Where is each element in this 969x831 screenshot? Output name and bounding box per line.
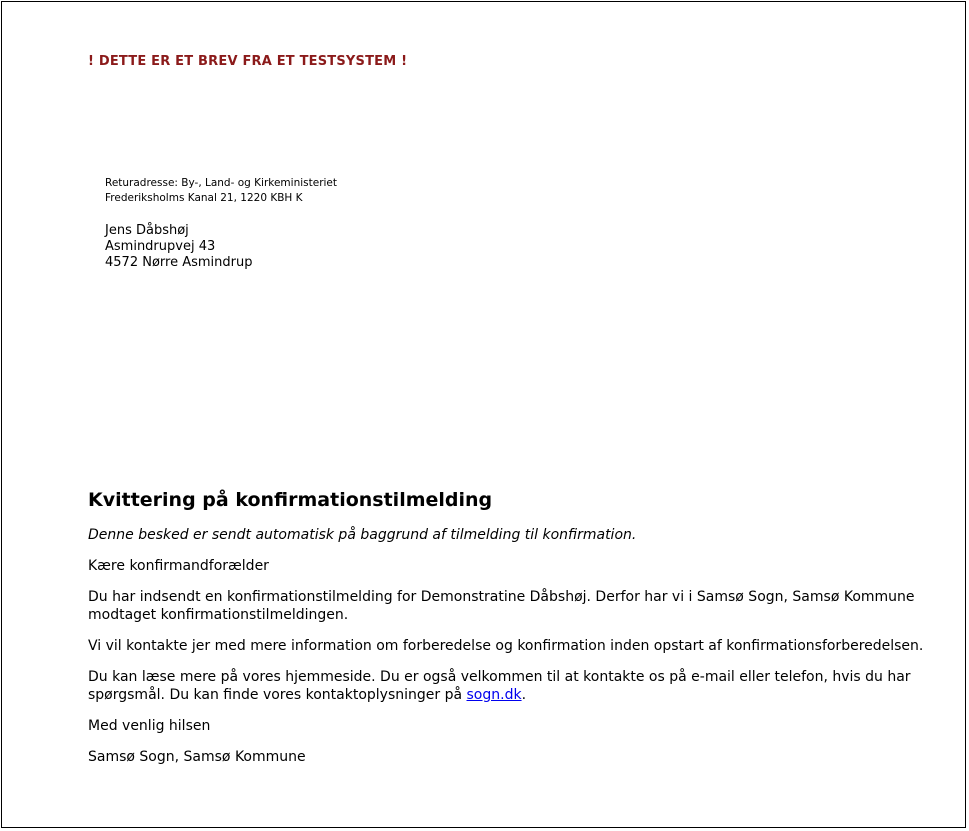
automatic-notice: Denne besked er sendt automatisk på baggrund af tilmelding til konfirmation. — [88, 527, 637, 543]
signature: Samsø Sogn, Samsø Kommune — [88, 749, 306, 765]
return-address-line-1: Returadresse: By-, Land- og Kirkeministeriet — [105, 177, 338, 189]
paragraph-website — [88, 668, 928, 704]
paragraph-registration: Du har indsendt en konfirmationstilmelding for Demonstratine Dåbshøj. Derfor har vi i Samsø Sogn, Samsø Kommune modtaget konfirmationstilmeldingen. — [88, 589, 915, 623]
sogn-dk-link[interactable]: sogn.dk — [466, 687, 522, 703]
recipient-address — [105, 223, 252, 271]
paragraph-contact-info: Vi vil kontakte jer med mere information om forberedelse og konfirmation inden opstart af konfirmationsforberedelsen. — [88, 638, 924, 654]
closing: Med venlig hilsen — [88, 718, 211, 734]
letter-content — [88, 488, 928, 779]
return-address — [105, 176, 337, 206]
paragraph-website-text: Du kan læse mere på vores hjemmeside. Du er også velkommen til at kontakte os på e-mail eller telefon, hvis du har spørgsmål. Du kan finde vores kontaktoplysninger på — [88, 669, 911, 703]
recipient-city: 4572 Nørre Asmindrup — [105, 255, 253, 270]
greeting: Kære konfirmandforælder — [88, 558, 269, 574]
recipient-name: Jens Dåbshøj — [105, 223, 189, 238]
return-address-line-2: Frederiksholms Kanal 21, 1220 KBH K — [105, 192, 303, 204]
recipient-street: Asmindrupvej 43 — [105, 239, 216, 254]
letter-title: Kvittering på konfirmationstilmelding — [88, 489, 493, 511]
paragraph-website-end: . — [521, 687, 527, 703]
letter-page — [1, 1, 966, 828]
test-system-banner: ! DETTE ER ET BREV FRA ET TESTSYSTEM ! — [88, 54, 408, 69]
